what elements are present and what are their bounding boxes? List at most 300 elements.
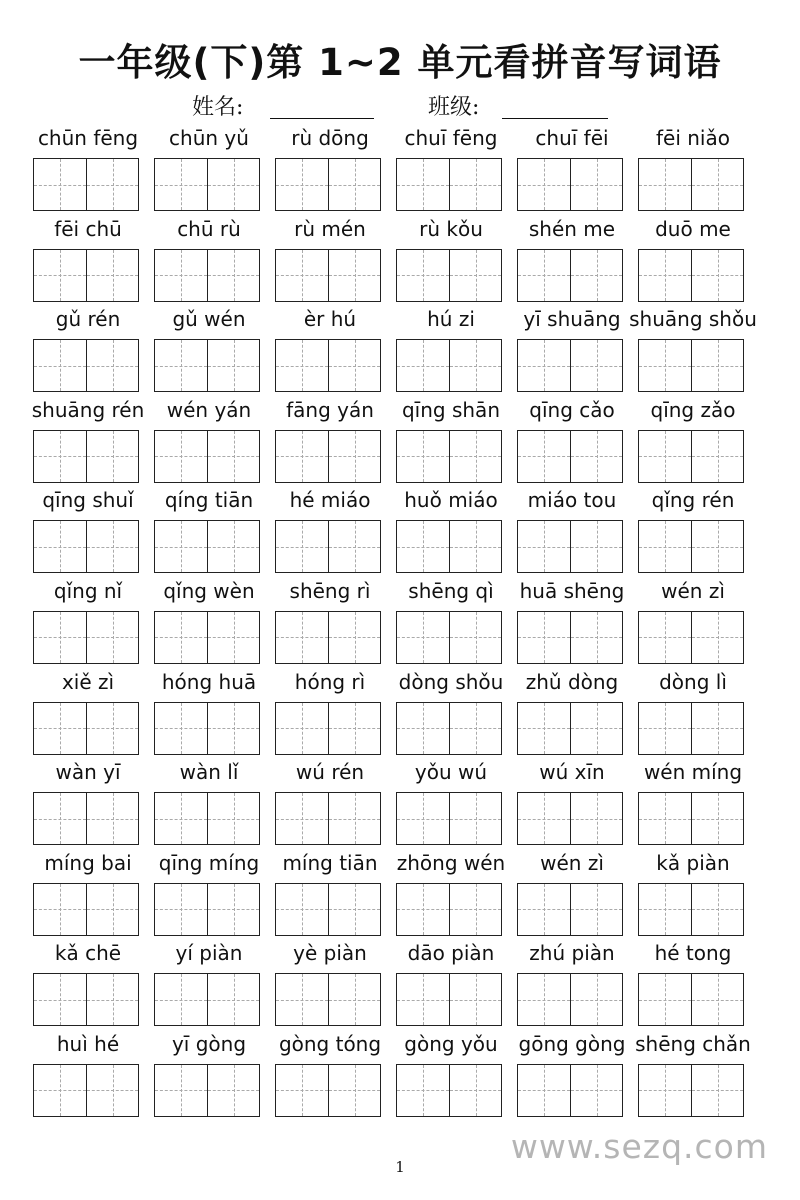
tianzige-square[interactable] [639, 793, 691, 844]
pinyin-label: qīng shuǐ [42, 488, 134, 513]
tianzige-square[interactable] [570, 974, 622, 1025]
tianzige-square[interactable] [518, 1065, 570, 1116]
tianzige-square[interactable] [328, 159, 380, 210]
tianzige-square[interactable] [34, 793, 86, 844]
tianzige-square[interactable] [397, 1065, 449, 1116]
writing-box[interactable] [275, 339, 381, 392]
word-item [638, 670, 748, 761]
writing-box[interactable] [275, 158, 381, 211]
word-item [396, 670, 506, 761]
word-item [396, 851, 506, 942]
tianzige-square[interactable] [328, 340, 380, 391]
tianzige-square[interactable] [34, 431, 86, 482]
writing-box[interactable] [638, 430, 744, 483]
tianzige-square[interactable] [570, 793, 622, 844]
tianzige-square[interactable] [207, 1065, 259, 1116]
tianzige-square[interactable] [691, 884, 743, 935]
tianzige-square[interactable] [155, 250, 207, 301]
writing-box[interactable] [33, 702, 139, 755]
pinyin-label: chuī fēi [535, 126, 609, 150]
pinyin-label: yī gòng [171, 1031, 247, 1056]
word-item [33, 760, 143, 851]
pinyin-label: dòng lì [659, 669, 727, 694]
tianzige-square[interactable] [570, 703, 622, 754]
word-item [638, 941, 748, 1032]
tianzige-square[interactable] [86, 612, 138, 663]
tianzige-square[interactable] [570, 340, 622, 391]
pinyin-label: gòng yǒu [404, 1031, 498, 1056]
writing-box[interactable] [638, 520, 744, 573]
pinyin-label: dāo piàn [407, 941, 495, 966]
pinyin-label: shēng chǎn [635, 1031, 751, 1056]
tianzige-square[interactable] [276, 250, 328, 301]
tianzige-square[interactable] [639, 521, 691, 572]
writing-box[interactable] [517, 339, 623, 392]
tianzige-square[interactable] [276, 159, 328, 210]
tianzige-square[interactable] [518, 340, 570, 391]
writing-box[interactable] [154, 973, 260, 1026]
word-item [638, 488, 748, 579]
tianzige-square[interactable] [207, 703, 259, 754]
tianzige-square[interactable] [34, 521, 86, 572]
pinyin-label: qīng shān [401, 397, 500, 422]
writing-box[interactable] [638, 1064, 744, 1117]
word-item [517, 1032, 627, 1123]
tianzige-square[interactable] [328, 703, 380, 754]
tianzige-square[interactable] [449, 884, 501, 935]
name-blank-line[interactable] [270, 118, 374, 119]
pinyin-label: duō me [655, 216, 731, 241]
writing-box[interactable] [638, 611, 744, 664]
tianzige-square[interactable] [34, 884, 86, 935]
writing-box[interactable] [154, 883, 260, 936]
tianzige-square[interactable] [86, 793, 138, 844]
word-item [275, 941, 385, 1032]
tianzige-square[interactable] [86, 974, 138, 1025]
tianzige-square[interactable] [397, 612, 449, 663]
exercise-row [33, 760, 773, 851]
word-item [154, 217, 264, 308]
tianzige-square[interactable] [155, 793, 207, 844]
tianzige-square[interactable] [449, 340, 501, 391]
tianzige-square[interactable] [328, 974, 380, 1025]
tianzige-square[interactable] [397, 974, 449, 1025]
page-number: 1 [395, 1158, 405, 1176]
writing-box[interactable] [517, 883, 623, 936]
writing-box[interactable] [275, 1064, 381, 1117]
writing-box[interactable] [396, 973, 502, 1026]
pinyin-label: zhǔ dòng [525, 669, 619, 694]
writing-box[interactable] [396, 158, 502, 211]
tianzige-square[interactable] [207, 159, 259, 210]
tianzige-square[interactable] [328, 431, 380, 482]
writing-box[interactable] [396, 883, 502, 936]
tianzige-square[interactable] [276, 521, 328, 572]
word-item [635, 1031, 751, 1123]
pinyin-label: huǒ miáo [404, 488, 498, 513]
tianzige-square[interactable] [639, 340, 691, 391]
word-item [33, 941, 143, 1032]
writing-box[interactable] [517, 430, 623, 483]
tianzige-square[interactable] [449, 703, 501, 754]
tianzige-square[interactable] [449, 521, 501, 572]
pinyin-label: wén zì [540, 850, 604, 875]
writing-box[interactable] [396, 792, 502, 845]
tianzige-square[interactable] [207, 884, 259, 935]
tianzige-square[interactable] [207, 340, 259, 391]
word-item [154, 488, 264, 579]
tianzige-square[interactable] [207, 250, 259, 301]
tianzige-square[interactable] [449, 250, 501, 301]
writing-box[interactable] [517, 702, 623, 755]
tianzige-square[interactable] [155, 521, 207, 572]
writing-box[interactable] [638, 339, 744, 392]
word-item [33, 126, 143, 217]
tianzige-square[interactable] [34, 159, 86, 210]
word-item [396, 488, 506, 579]
pinyin-label: shuāng rén [31, 397, 145, 422]
writing-box[interactable] [275, 792, 381, 845]
pinyin-label: qīng cǎo [529, 397, 615, 422]
writing-box[interactable] [154, 611, 260, 664]
writing-box[interactable] [33, 520, 139, 573]
writing-box[interactable] [154, 520, 260, 573]
tianzige-square[interactable] [328, 793, 380, 844]
tianzige-square[interactable] [449, 793, 501, 844]
word-item [33, 670, 143, 761]
tianzige-square[interactable] [449, 974, 501, 1025]
tianzige-square[interactable] [86, 159, 138, 210]
tianzige-square[interactable] [397, 521, 449, 572]
word-item [396, 307, 506, 398]
writing-box[interactable] [275, 702, 381, 755]
writing-box[interactable] [275, 430, 381, 483]
pinyin-label: yǒu wú [414, 760, 488, 785]
word-item [33, 217, 143, 308]
writing-box[interactable] [275, 883, 381, 936]
tianzige-square[interactable] [86, 884, 138, 935]
tianzige-square[interactable] [397, 159, 449, 210]
writing-box[interactable] [33, 611, 139, 664]
word-item [154, 941, 264, 1032]
writing-box[interactable] [396, 520, 502, 573]
exercise-row [33, 941, 773, 1032]
word-item [638, 579, 748, 670]
tianzige-square[interactable] [276, 793, 328, 844]
pinyin-label: zhú piàn [529, 941, 615, 966]
pinyin-label: chūn yǔ [169, 126, 249, 150]
word-item [154, 307, 264, 398]
pinyin-label: chū rù [177, 216, 241, 241]
tianzige-square[interactable] [207, 521, 259, 572]
tianzige-square[interactable] [518, 431, 570, 482]
tianzige-square[interactable] [276, 974, 328, 1025]
word-item [33, 398, 143, 489]
tianzige-square[interactable] [570, 1065, 622, 1116]
writing-box[interactable] [154, 158, 260, 211]
word-item [33, 307, 143, 398]
writing-box[interactable] [33, 792, 139, 845]
tianzige-square[interactable] [155, 1065, 207, 1116]
pinyin-label: shēng qì [408, 578, 494, 603]
writing-box[interactable] [275, 973, 381, 1026]
pinyin-label: fāng yán [286, 397, 374, 422]
tianzige-square[interactable] [86, 431, 138, 482]
tianzige-square[interactable] [155, 974, 207, 1025]
writing-box[interactable] [638, 792, 744, 845]
writing-box[interactable] [33, 973, 139, 1026]
writing-box[interactable] [517, 1064, 623, 1117]
tianzige-square[interactable] [449, 431, 501, 482]
writing-box[interactable] [517, 973, 623, 1026]
tianzige-square[interactable] [155, 884, 207, 935]
tianzige-square[interactable] [639, 1065, 691, 1116]
writing-box[interactable] [638, 702, 744, 755]
tianzige-square[interactable] [86, 250, 138, 301]
writing-box[interactable] [154, 792, 260, 845]
pinyin-label: dòng shǒu [398, 669, 504, 694]
tianzige-square[interactable] [570, 250, 622, 301]
pinyin-label: qǐng wèn [163, 578, 255, 603]
tianzige-square[interactable] [449, 1065, 501, 1116]
writing-box[interactable] [517, 520, 623, 573]
tianzige-square[interactable] [691, 703, 743, 754]
writing-box[interactable] [33, 339, 139, 392]
tianzige-square[interactable] [328, 612, 380, 663]
writing-box[interactable] [154, 249, 260, 302]
tianzige-square[interactable] [397, 884, 449, 935]
tianzige-square[interactable] [570, 431, 622, 482]
tianzige-square[interactable] [397, 250, 449, 301]
writing-box[interactable] [154, 339, 260, 392]
word-item [33, 579, 143, 670]
writing-box[interactable] [517, 158, 623, 211]
pinyin-label: shén me [528, 216, 616, 241]
tianzige-square[interactable] [86, 340, 138, 391]
writing-box[interactable] [154, 1064, 260, 1117]
word-item [517, 126, 627, 217]
word-item [33, 488, 143, 579]
pinyin-label: hóng rì [294, 669, 366, 694]
writing-box[interactable] [396, 249, 502, 302]
word-item [517, 851, 627, 942]
tianzige-square[interactable] [276, 1065, 328, 1116]
word-item [154, 851, 264, 942]
tianzige-square[interactable] [639, 703, 691, 754]
watermark: www.sezq.com [510, 1127, 768, 1166]
tianzige-square[interactable] [397, 703, 449, 754]
tianzige-square[interactable] [570, 612, 622, 663]
pinyin-label: rù kǒu [419, 216, 483, 241]
writing-box[interactable] [33, 1064, 139, 1117]
pinyin-exercise-grid [33, 126, 773, 1123]
tianzige-square[interactable] [518, 793, 570, 844]
tianzige-square[interactable] [518, 250, 570, 301]
writing-box[interactable] [33, 430, 139, 483]
tianzige-square[interactable] [691, 612, 743, 663]
tianzige-square[interactable] [207, 431, 259, 482]
pinyin-label: shēng rì [289, 578, 371, 603]
pinyin-label: qīng míng [158, 850, 260, 875]
tianzige-square[interactable] [328, 521, 380, 572]
pinyin-label: gǔ wén [172, 307, 246, 332]
tianzige-square[interactable] [570, 521, 622, 572]
tianzige-square[interactable] [691, 340, 743, 391]
tianzige-square[interactable] [639, 250, 691, 301]
tianzige-square[interactable] [86, 703, 138, 754]
tianzige-square[interactable] [34, 703, 86, 754]
tianzige-square[interactable] [34, 974, 86, 1025]
tianzige-square[interactable] [86, 1065, 138, 1116]
pinyin-label: yí piàn [175, 941, 243, 966]
pinyin-label: qīng zǎo [650, 397, 736, 422]
word-item [396, 126, 506, 217]
tianzige-square[interactable] [276, 703, 328, 754]
writing-box[interactable] [275, 249, 381, 302]
class-blank-line[interactable] [502, 118, 608, 119]
tianzige-square[interactable] [207, 793, 259, 844]
tianzige-square[interactable] [34, 340, 86, 391]
word-item [396, 941, 506, 1032]
word-item [154, 670, 264, 761]
tianzige-square[interactable] [34, 612, 86, 663]
word-item [396, 398, 506, 489]
pinyin-label: yī shuāng [523, 307, 621, 332]
pinyin-label: fēi niǎo [656, 126, 730, 150]
tianzige-square[interactable] [518, 884, 570, 935]
tianzige-square[interactable] [328, 1065, 380, 1116]
exercise-row [33, 1032, 773, 1123]
tianzige-square[interactable] [155, 159, 207, 210]
tianzige-square[interactable] [691, 159, 743, 210]
tianzige-square[interactable] [207, 612, 259, 663]
writing-box[interactable] [33, 883, 139, 936]
writing-box[interactable] [275, 611, 381, 664]
pinyin-label: qǐng nǐ [53, 578, 123, 603]
word-item [154, 579, 264, 670]
word-item [33, 851, 143, 942]
pinyin-label: rù dōng [291, 126, 369, 150]
tianzige-square[interactable] [449, 612, 501, 663]
tianzige-square[interactable] [639, 974, 691, 1025]
tianzige-square[interactable] [691, 250, 743, 301]
tianzige-square[interactable] [518, 159, 570, 210]
writing-box[interactable] [396, 430, 502, 483]
exercise-row [33, 307, 773, 398]
tianzige-square[interactable] [397, 340, 449, 391]
pinyin-label: gōng gòng [518, 1031, 626, 1056]
tianzige-square[interactable] [570, 159, 622, 210]
tianzige-square[interactable] [155, 612, 207, 663]
tianzige-square[interactable] [449, 159, 501, 210]
tianzige-square[interactable] [86, 521, 138, 572]
tianzige-square[interactable] [691, 431, 743, 482]
word-item [275, 670, 385, 761]
tianzige-square[interactable] [639, 159, 691, 210]
word-item [396, 579, 506, 670]
tianzige-square[interactable] [34, 250, 86, 301]
tianzige-square[interactable] [397, 793, 449, 844]
word-item [629, 307, 757, 398]
word-item [275, 398, 385, 489]
tianzige-square[interactable] [155, 340, 207, 391]
exercise-row [33, 851, 773, 942]
pinyin-label: hú zi [427, 307, 475, 332]
writing-box[interactable] [396, 1064, 502, 1117]
writing-box[interactable] [396, 339, 502, 392]
word-item [638, 851, 748, 942]
pinyin-label: wén míng [643, 760, 743, 785]
tianzige-square[interactable] [328, 884, 380, 935]
writing-box[interactable] [517, 792, 623, 845]
name-label: 姓名: [192, 95, 244, 120]
writing-box[interactable] [638, 158, 744, 211]
tianzige-square[interactable] [518, 612, 570, 663]
tianzige-square[interactable] [518, 703, 570, 754]
tianzige-square[interactable] [691, 521, 743, 572]
tianzige-square[interactable] [328, 250, 380, 301]
writing-box[interactable] [154, 702, 260, 755]
tianzige-square[interactable] [276, 612, 328, 663]
tianzige-square[interactable] [276, 431, 328, 482]
writing-box[interactable] [275, 520, 381, 573]
tianzige-square[interactable] [207, 974, 259, 1025]
tianzige-square[interactable] [639, 884, 691, 935]
word-item [638, 398, 748, 489]
writing-box[interactable] [638, 973, 744, 1026]
tianzige-square[interactable] [691, 974, 743, 1025]
tianzige-square[interactable] [639, 431, 691, 482]
pinyin-label: hé miáo [289, 488, 371, 513]
writing-box[interactable] [517, 249, 623, 302]
word-item [275, 851, 385, 942]
word-item [517, 307, 627, 398]
exercise-row [33, 579, 773, 670]
class-label: 班级: [428, 95, 480, 120]
pinyin-label: wú xīn [539, 760, 605, 785]
writing-box[interactable] [638, 883, 744, 936]
writing-box[interactable] [517, 611, 623, 664]
tianzige-square[interactable] [570, 884, 622, 935]
writing-box[interactable] [396, 702, 502, 755]
tianzige-square[interactable] [155, 431, 207, 482]
word-item [396, 760, 506, 851]
tianzige-square[interactable] [691, 793, 743, 844]
tianzige-square[interactable] [276, 340, 328, 391]
pinyin-label: huì hé [56, 1031, 120, 1056]
writing-box[interactable] [33, 249, 139, 302]
page-title: 一年级(下)第 1~2 单元看拼音写词语 [78, 41, 722, 84]
tianzige-square[interactable] [518, 521, 570, 572]
writing-box[interactable] [33, 158, 139, 211]
tianzige-square[interactable] [155, 703, 207, 754]
tianzige-square[interactable] [34, 1065, 86, 1116]
pinyin-label: wàn yī [55, 760, 121, 785]
writing-box[interactable] [638, 249, 744, 302]
pinyin-label: fēi chū [54, 216, 122, 241]
pinyin-label: wén yán [166, 397, 252, 422]
tianzige-square[interactable] [518, 974, 570, 1025]
exercise-row [33, 217, 773, 308]
tianzige-square[interactable] [276, 884, 328, 935]
pinyin-label: kǎ chē [54, 941, 122, 966]
tianzige-square[interactable] [691, 1065, 743, 1116]
writing-box[interactable] [154, 430, 260, 483]
word-item [154, 126, 264, 217]
tianzige-square[interactable] [639, 612, 691, 663]
writing-box[interactable] [396, 611, 502, 664]
tianzige-square[interactable] [397, 431, 449, 482]
